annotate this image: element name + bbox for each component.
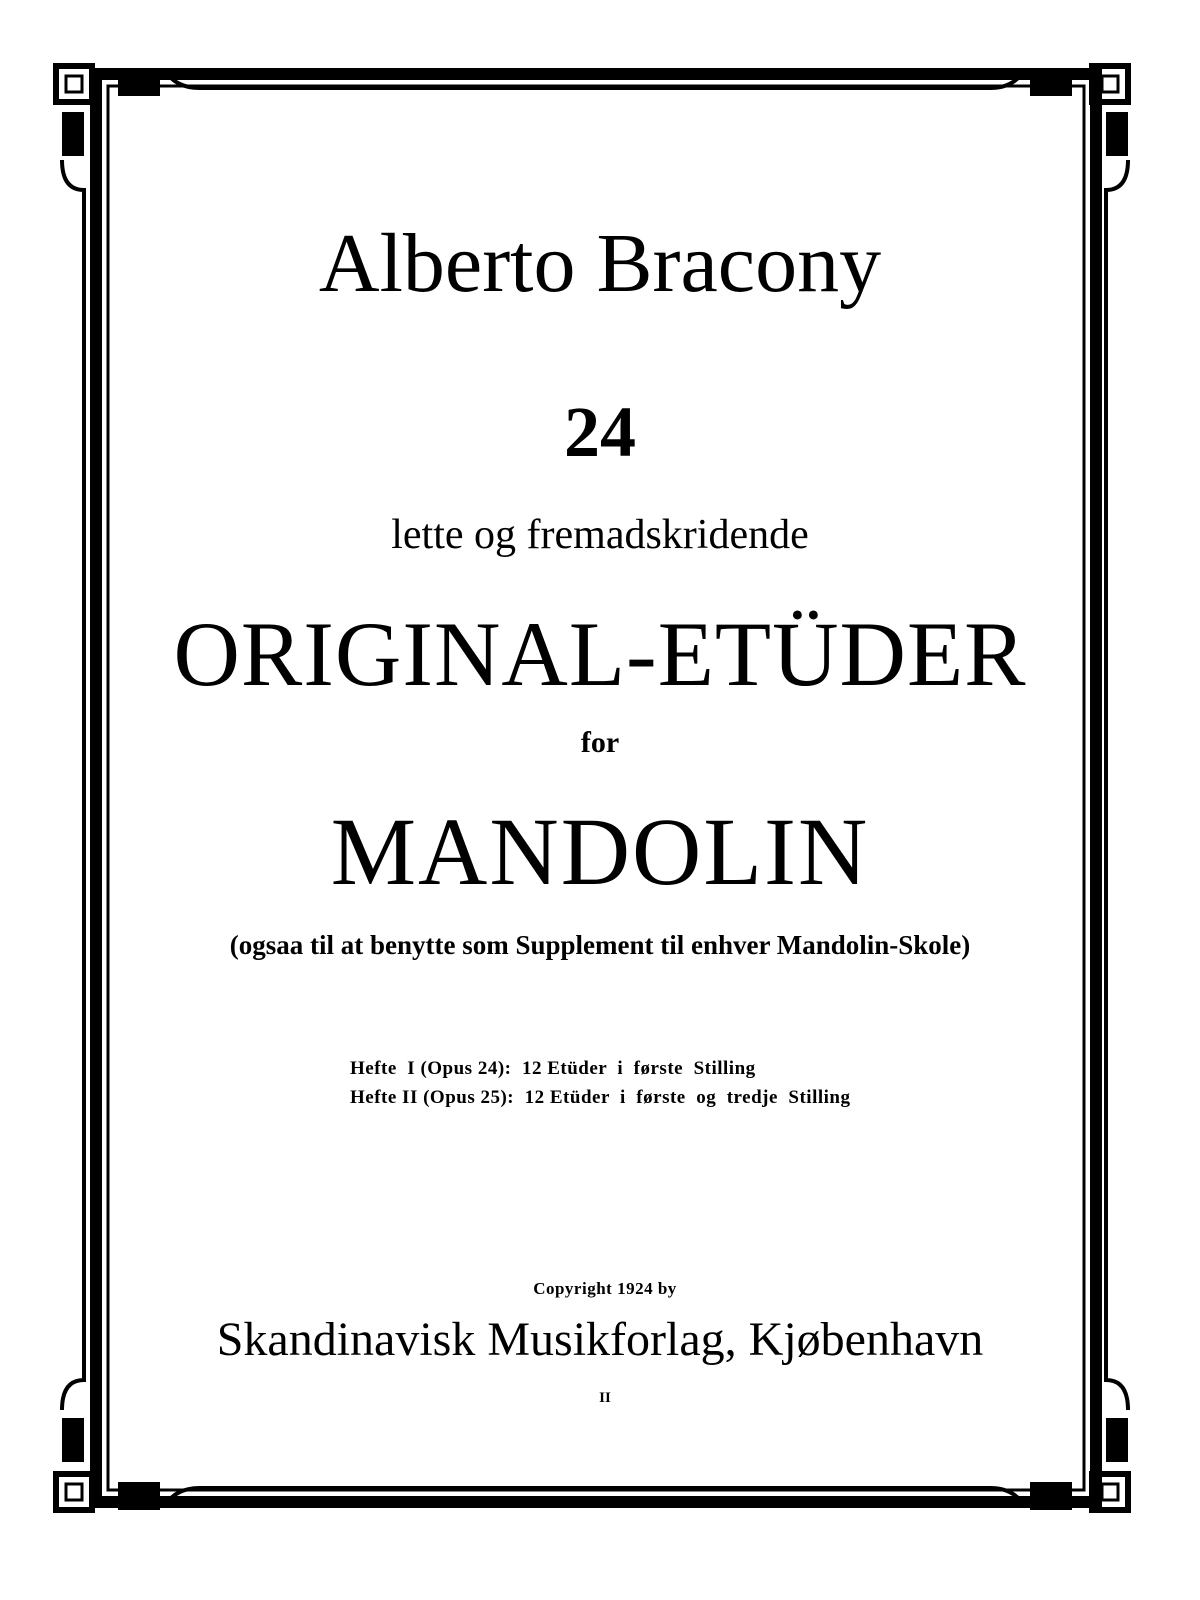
copyright-notice: Copyright 1924 by — [533, 1279, 677, 1298]
main-title: ORIGINAL-ETÜDER — [173, 603, 1027, 705]
volume-list — [350, 1054, 850, 1112]
volume-item: Hefte II (Opus 25): 12 Etüder i første og tredje Stilling — [350, 1087, 851, 1108]
plate-number: II — [599, 1390, 611, 1406]
subtitle: lette og fremadskridende — [391, 512, 809, 558]
etude-count: 24 — [564, 392, 636, 472]
composer-name: Alberto Bracony — [318, 217, 882, 310]
instrument-title: MANDOLIN — [330, 798, 870, 905]
supplement-note: (ogsaa til at benytte som Supplement til enhver Mandolin-Skole) — [229, 930, 971, 960]
publisher-name: Skandinavisk Musikforlag, Kjøbenhavn — [216, 1313, 984, 1366]
volume-item: Hefte I (Opus 24): 12 Etüder i første Stilling — [350, 1058, 756, 1079]
for-label: for — [580, 726, 620, 759]
